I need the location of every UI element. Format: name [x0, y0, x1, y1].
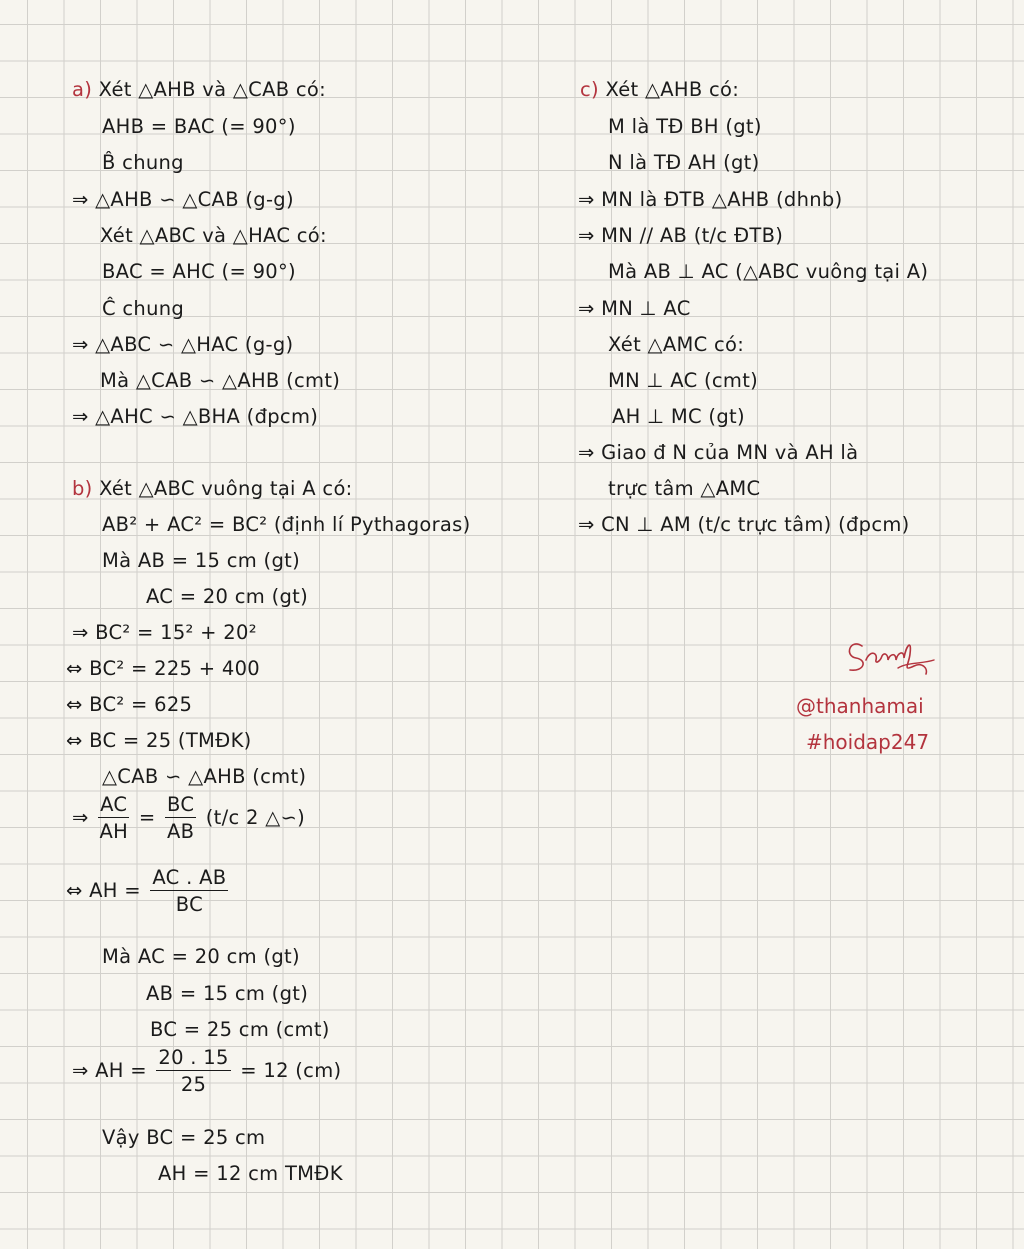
- part-b-line-9: △CAB ∽ △AHB (cmt): [102, 765, 307, 788]
- part-c-line-11: ⇒ Giao đ N của MN và AH là: [578, 441, 859, 464]
- signature-handle: @thanhamai: [796, 694, 924, 718]
- ratio-suffix: (t/c 2 △∽): [205, 806, 306, 829]
- part-a-line-6: BAC = AHC (= 90°): [102, 260, 296, 283]
- given-line-3: BC = 25 cm (cmt): [150, 1018, 330, 1041]
- part-b-line-3: Mà AB = 15 cm (gt): [102, 549, 300, 572]
- fraction-numerator: BC: [167, 793, 195, 816]
- part-a: [72, 78, 326, 102]
- signature-scribble: [842, 632, 942, 680]
- ratio-equation: [72, 795, 305, 842]
- fraction-numerator: AC: [100, 793, 128, 816]
- part-a-line-4: ⇒ △AHB ∽ △CAB (g-g): [72, 188, 294, 211]
- part-c-line-6: Mà AB ⊥ AC (△ABC vuông tại A): [608, 260, 929, 283]
- part-c-line-12: trực tâm △AMC: [608, 477, 761, 500]
- given-line-2: AB = 15 cm (gt): [146, 982, 309, 1005]
- part-a-label: a): [72, 78, 93, 101]
- part-b: [72, 477, 353, 501]
- part-c-label: c): [580, 78, 599, 101]
- part-c-line-8: Xét △AMC có:: [608, 333, 745, 356]
- fraction-bc-ab: [165, 795, 196, 842]
- conclusion-line-2: AH = 12 cm TMĐK: [158, 1162, 343, 1185]
- part-b-line-6: ⇔ BC² = 225 + 400: [66, 657, 261, 680]
- part-b-line-1: Xét △ABC vuông tại A có:: [99, 477, 353, 500]
- part-c-line-4: ⇒ MN là ĐTB △AHB (dhnb): [578, 188, 843, 211]
- fraction-denominator: BC: [175, 893, 204, 916]
- part-c-line-10: AH ⊥ MC (gt): [612, 405, 745, 428]
- fraction-denominator: 25: [180, 1073, 207, 1096]
- part-c-line-13: ⇒ CN ⊥ AM (t/c trực tâm) (đpcm): [578, 513, 910, 536]
- part-b-line-4: AC = 20 cm (gt): [146, 585, 309, 608]
- part-b-line-5: ⇒ BC² = 15² + 20²: [72, 621, 257, 644]
- conclusion-line-1: Vậy BC = 25 cm: [102, 1126, 266, 1149]
- fraction-numerator: AC . AB: [152, 866, 227, 889]
- part-a-line-10: ⇒ △AHC ∽ △BHA (đpcm): [72, 405, 319, 428]
- part-a-line-1: Xét △AHB và △CAB có:: [98, 78, 327, 101]
- part-b-line-8: ⇔ BC = 25 (TMĐK): [66, 729, 252, 752]
- part-c-line-3: N là TĐ AH (gt): [608, 151, 760, 174]
- part-a-line-3: B̂ chung: [102, 151, 184, 174]
- ah-value-prefix: ⇒ AH =: [72, 1059, 147, 1082]
- ah-formula: [66, 868, 231, 915]
- part-c-line-9: MN ⊥ AC (cmt): [608, 369, 759, 392]
- ah-value-result: = 12 (cm): [240, 1059, 342, 1082]
- fraction-2015-25: [156, 1048, 230, 1095]
- ah-formula-prefix: ⇔ AH =: [66, 879, 141, 902]
- ratio-prefix: ⇒: [72, 806, 89, 829]
- part-a-line-8: ⇒ △ABC ∽ △HAC (g-g): [72, 333, 294, 356]
- part-b-line-7: ⇔ BC² = 625: [66, 693, 193, 716]
- part-c: [580, 78, 739, 102]
- fraction-denominator: AB: [166, 820, 195, 843]
- part-b-line-2: AB² + AC² = BC² (định lí Pythagoras): [102, 513, 471, 536]
- part-c-line-5: ⇒ MN // AB (t/c ĐTB): [578, 224, 784, 247]
- fraction-denominator: AH: [99, 820, 129, 843]
- fraction-acab-bc: [150, 868, 228, 915]
- part-a-line-9: Mà △CAB ∽ △AHB (cmt): [100, 369, 341, 392]
- part-a-line-5: Xét △ABC và △HAC có:: [100, 224, 327, 247]
- part-a-line-2: AHB = BAC (= 90°): [102, 115, 296, 138]
- part-b-label: b): [72, 477, 93, 500]
- part-a-line-7: Ĉ chung: [102, 297, 185, 320]
- ah-value: [72, 1048, 341, 1095]
- fraction-numerator: 20 . 15: [158, 1046, 229, 1069]
- given-line-1: Mà AC = 20 cm (gt): [102, 945, 300, 968]
- part-c-line-1: Xét △AHB có:: [605, 78, 740, 101]
- fraction-ac-ah: [98, 795, 129, 842]
- signature-tag: #hoidap247: [806, 730, 930, 754]
- part-c-line-2: M là TĐ BH (gt): [608, 115, 762, 138]
- part-c-line-7: ⇒ MN ⊥ AC: [578, 297, 691, 320]
- ratio-equals: =: [138, 806, 156, 829]
